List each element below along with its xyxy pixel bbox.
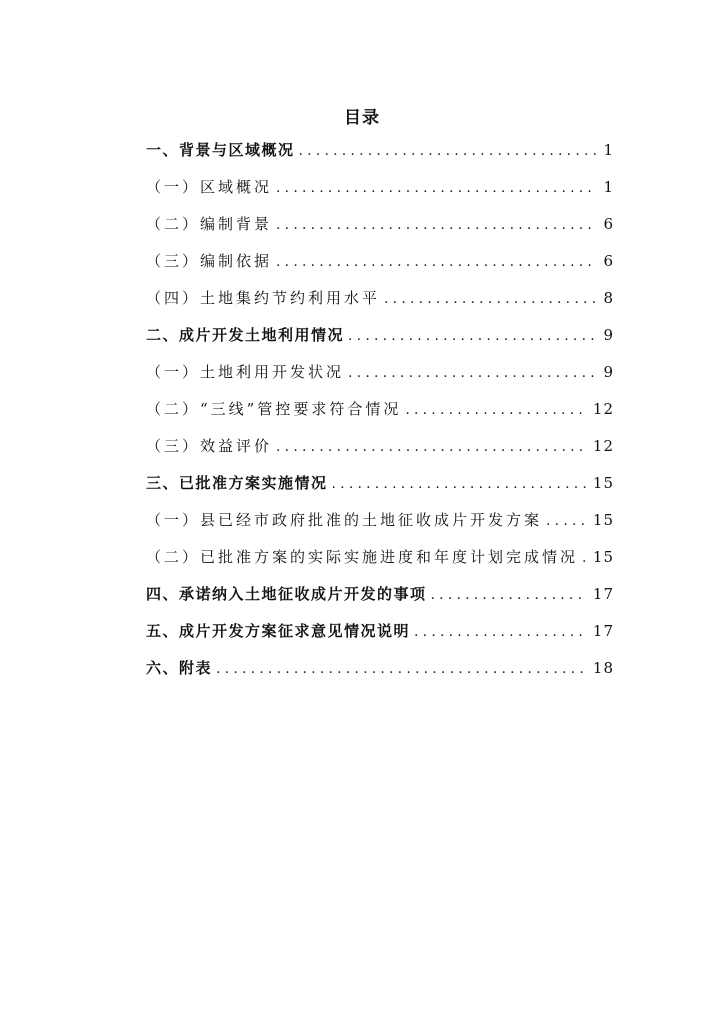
dot-leader — [431, 577, 587, 613]
dot-leader — [276, 170, 597, 206]
dot-leader — [405, 392, 587, 428]
toc-entry[interactable] — [146, 206, 614, 243]
dot-leader — [299, 133, 598, 169]
toc-entry-label: （一）区域概况 — [146, 178, 273, 196]
toc-entry-page-number: 8 — [603, 289, 614, 307]
toc-entry[interactable] — [146, 576, 614, 613]
toc-entry[interactable] — [146, 650, 614, 687]
toc-entry-page-number: 15 — [592, 511, 614, 529]
dot-leader — [276, 244, 597, 280]
toc-entry[interactable] — [146, 502, 614, 539]
toc-entry-page-number: 15 — [592, 548, 614, 566]
toc-entry-page-number: 9 — [603, 363, 614, 381]
toc-entry-page-number: 9 — [603, 326, 614, 344]
toc-entry[interactable] — [146, 391, 614, 428]
dot-leader — [332, 466, 587, 502]
dot-leader — [414, 614, 587, 650]
toc-entry[interactable] — [146, 317, 614, 354]
toc-entry-label: （三）效益评价 — [146, 437, 273, 455]
toc-entry-page-number: 1 — [603, 178, 614, 196]
toc-entry-label: 一、背景与区域概况 — [146, 141, 295, 159]
toc-entry-label: 六、附表 — [146, 659, 213, 677]
dot-leader — [276, 207, 597, 243]
dot-leader — [384, 281, 597, 317]
toc-entry-label: （二）“三线”管控要求符合情况 — [146, 400, 402, 418]
toc-entry-page-number: 17 — [592, 585, 614, 603]
toc-entry-page-number: 12 — [592, 437, 614, 455]
toc-entry-label: 三、已批准方案实施情况 — [146, 474, 328, 492]
toc-entry-label: 四、承诺纳入土地征收成片开发的事项 — [146, 585, 427, 603]
toc-entry-label: （一）县已经市政府批准的土地征收成片开发方案 — [146, 511, 543, 529]
toc-entry[interactable] — [146, 428, 614, 465]
dot-leader — [276, 429, 587, 465]
toc-entry-label: （三）编制依据 — [146, 252, 273, 270]
toc-entry-label: 五、成片开发方案征求意见情况说明 — [146, 622, 411, 640]
toc-entry-label: （一）土地利用开发状况 — [146, 363, 345, 381]
toc-entry-label: 二、成片开发土地利用情况 — [146, 326, 345, 344]
toc-entry-page-number: 12 — [592, 400, 614, 418]
toc-entry[interactable] — [146, 465, 614, 502]
dot-leader — [582, 540, 587, 576]
toc-entry[interactable] — [146, 354, 614, 391]
toc-entry[interactable] — [146, 169, 614, 206]
toc-entry-page-number: 17 — [592, 622, 614, 640]
toc-entry[interactable] — [146, 132, 614, 169]
toc-entry-page-number: 15 — [592, 474, 614, 492]
toc-entry-page-number: 6 — [603, 215, 614, 233]
toc-entry-page-number: 1 — [603, 141, 614, 159]
toc-entry-label: （二）已批准方案的实际实施进度和年度计划完成情况 — [146, 548, 579, 566]
dot-leader — [348, 318, 597, 354]
toc-entry[interactable] — [146, 243, 614, 280]
toc-entry[interactable] — [146, 613, 614, 650]
toc-title: 目录 — [344, 108, 380, 128]
dot-leader — [216, 651, 587, 687]
toc-list — [146, 132, 614, 687]
toc-entry-page-number: 18 — [592, 659, 614, 677]
toc-entry-label: （二）编制背景 — [146, 215, 273, 233]
dot-leader — [546, 503, 587, 539]
dot-leader — [348, 355, 597, 391]
toc-entry[interactable] — [146, 280, 614, 317]
toc-entry-page-number: 6 — [603, 252, 614, 270]
toc-entry[interactable] — [146, 539, 614, 576]
toc-entry-label: （四）土地集约节约利用水平 — [146, 289, 381, 307]
